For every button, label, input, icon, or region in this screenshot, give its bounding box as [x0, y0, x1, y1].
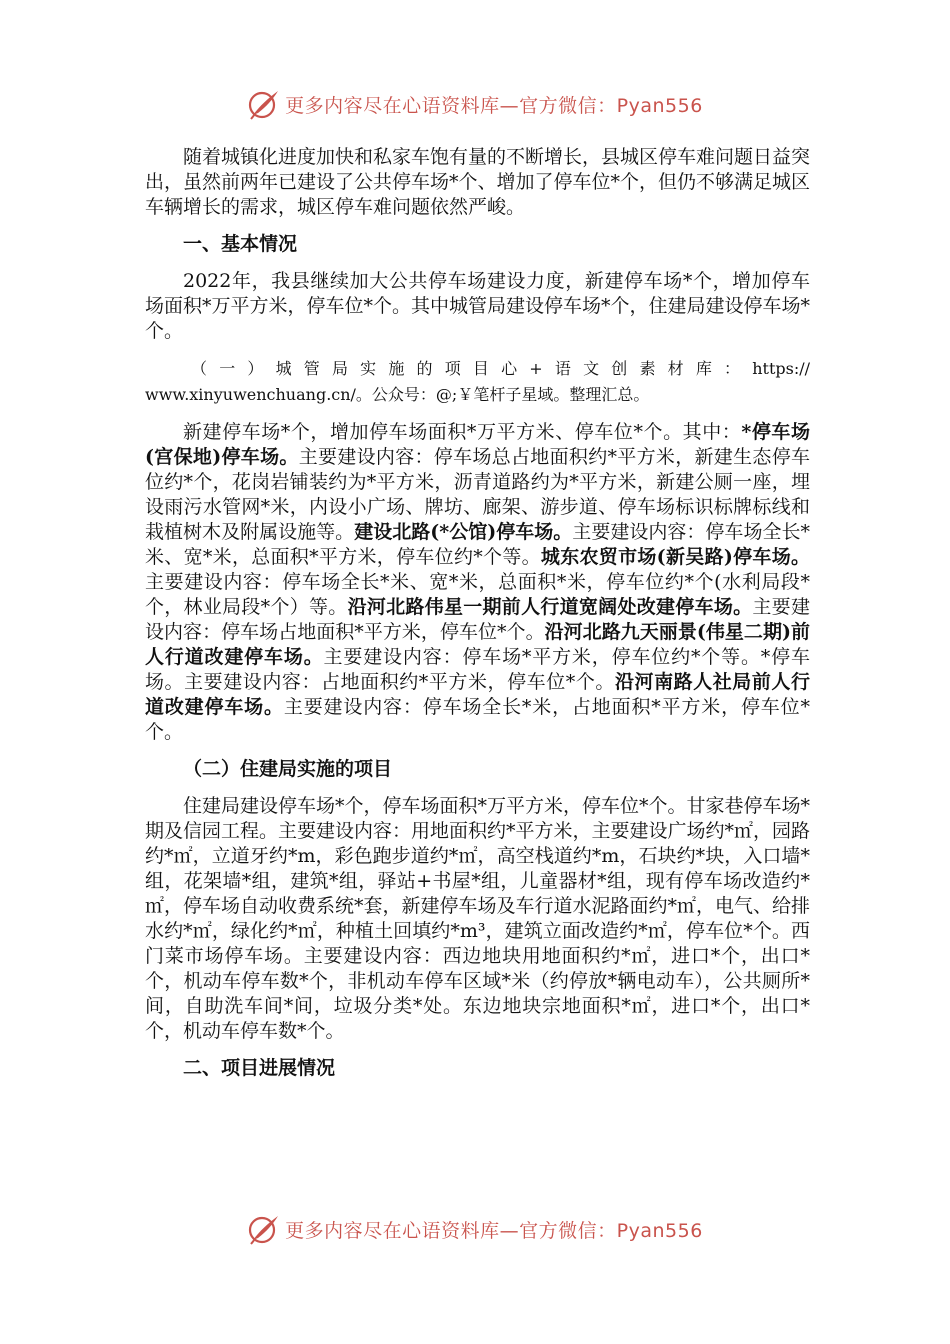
project-name: 沿河北路九天丽景(伟星二期)前人行道改建停车场。 [145, 621, 810, 668]
project-name: *停车场(宫保地)停车场。 [145, 421, 810, 468]
subheading-chengguan [145, 356, 810, 408]
section-heading-progress: 二、项目进展情况 [183, 1057, 336, 1079]
text-segment: 新建停车场*个，增加停车场面积*万平方米、停车位*个。其中： [183, 421, 742, 443]
paragraph-overview: 2022年，我县继续加大公共停车场建设力度，新建停车场*个，增加停车场面积*万平方米，停车位*个。其中城管局建设停车场*个，住建局建设停车场*个。 [145, 270, 811, 342]
section-heading-basic: 一、基本情况 [183, 233, 298, 255]
text-segment: 主要建设内容：停车场总占地面积约*平方米，新建生态停车位约*个，花岗岩铺装约为*平方米，沥青道路约为*平方米，新建公厕一座，埋设雨污水管网*米，内设小广场、牌坊、廊架、游步道、停车场标识标牌标线和栽植树木及附属设施等。 [145, 446, 810, 543]
project-name: 沿河北路伟星一期前人行道宽阔处改建停车场。 [347, 596, 753, 618]
subheading-line-1: （一）城管局实施的项目心+语文创素材库：https:// [191, 359, 810, 378]
project-name: 建设北路(*公馆)停车场。 [354, 521, 573, 543]
project-name: 城东农贸市场(新吴路)停车场。 [540, 546, 810, 568]
paragraph-intro: 随着城镇化进度加快和私家车饱有量的不断增长，县城区停车难问题日益突出，虽然前两年已建设了公共停车场*个、增加了停车位*个，但仍不够满足城区车辆增长的需求，城区停车难问题依然严峻。 [145, 146, 811, 218]
paragraph-chengguan-projects [145, 420, 810, 745]
document-body [145, 145, 810, 1081]
text-segment: 主要建设内容：停车场占地面积*平方米，停车位*个。 [145, 596, 810, 643]
text-segment: 主要建设内容：停车场全长*米、宽*米，总面积*米，停车位约*个(水利局段*个，林业局段*个）等。 [145, 571, 810, 618]
footer-watermark-banner [0, 1209, 950, 1249]
header-watermark-banner [0, 84, 950, 124]
text-segment: 主要建设内容：停车场*平方米，停车位约*个等。*停车场。主要建设内容：占地面积约*平方米，停车位*个。 [145, 646, 810, 693]
text-segment: 主要建设内容：停车场全长*米，占地面积*平方米，停车位*个。 [145, 696, 810, 743]
subheading-zhujian: （二）住建局实施的项目 [183, 758, 393, 780]
banner-text: 更多内容尽在心语资料库—官方微信：Pyan556 [285, 94, 703, 117]
banner-text: 更多内容尽在心语资料库—官方微信：Pyan556 [285, 1219, 703, 1242]
text-segment: 主要建设内容：停车场全长*米、宽*米，总面积*平方米，停车位约*个等。 [145, 521, 810, 568]
quill-circle-icon [247, 87, 281, 121]
subheading-line-2: www.xinyuwenchuang.cn/。公众号：@;￥笔杆子星域。整理汇总。 [145, 385, 650, 404]
project-name: 沿河南路人社局前人行道改建停车场。 [145, 671, 810, 718]
paragraph-zhujian-projects: 住建局建设停车场*个，停车场面积*万平方米，停车位*个。甘家巷停车场*期及信园工程。主要建设内容：用地面积约*平方米，主要建设广场约*㎡，园路约*㎡，立道牙约*m，彩色跑步道约*㎡，高空栈道约*m，石块约*块，入口墙*组，花架墙*组，建筑*组，驿站+书屋*组，儿童器材*组，现有停车场改造约*㎡，停车场自动收费系统*套，新建停车场及车行道水泥路面约*㎡，电气、给排水约*㎡，绿化约*㎡，种植土回填约*m³，建筑立面改造约*㎡，停车位*个。西门菜市场停车场。主要建设内容：西边地块用地面积约*㎡，进口*个，出口*个，机动车停车数*个，非机动车停车区域*米（约停放*辆电动车），公共厕所*间，自助洗车间*间，垃圾分类*处。东边地块宗地面积*㎡，进口*个，出口*个，机动车停车数*个。 [145, 795, 811, 1042]
quill-circle-icon [247, 1212, 281, 1246]
